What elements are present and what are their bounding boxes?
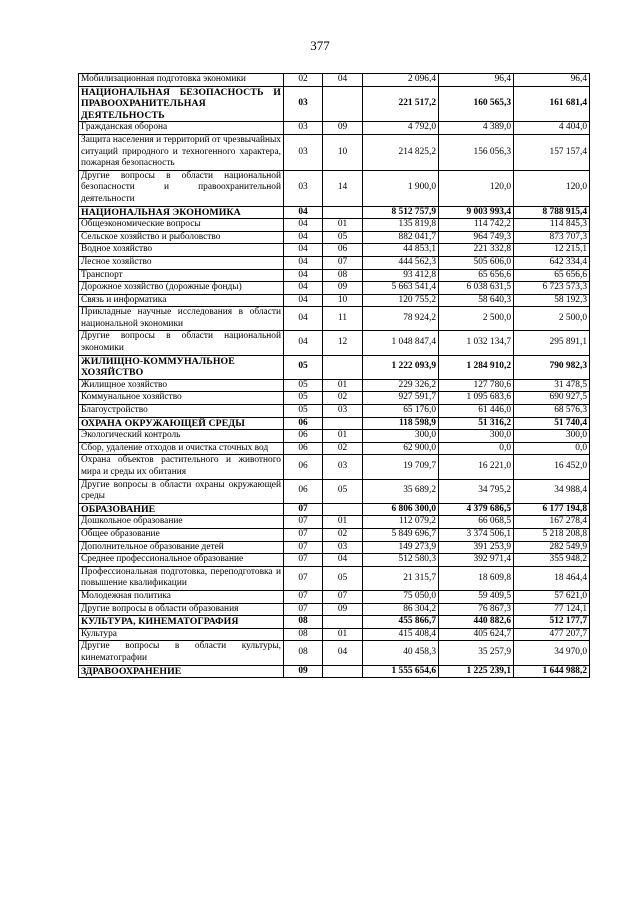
table-row	[79, 516, 590, 529]
section-code: 04	[284, 244, 323, 257]
amount-year-1: 6 806 300,0	[363, 503, 439, 516]
table-row	[79, 170, 590, 206]
amount-year-1: 5 849 696,7	[363, 528, 439, 541]
amount-year-3: 34 970,0	[514, 641, 590, 665]
amount-year-1: 44 853,1	[363, 244, 439, 257]
section-total-row	[79, 616, 590, 629]
amount-year-2: 18 609,8	[439, 566, 514, 590]
amount-year-1: 21 315,7	[363, 566, 439, 590]
subsection-code: 12	[323, 331, 363, 355]
budget-table	[78, 73, 590, 678]
amount-year-3: 690 927,5	[514, 392, 590, 405]
section-code: 04	[284, 331, 323, 355]
section-total-row	[79, 665, 590, 678]
subsection-code: 02	[323, 528, 363, 541]
table-row	[79, 528, 590, 541]
amount-year-2: 9 003 993,4	[439, 206, 514, 219]
row-name: Связь и информатика	[79, 294, 284, 307]
section-code: 07	[284, 541, 323, 554]
amount-year-1: 1 048 847,4	[363, 331, 439, 355]
section-code: 08	[284, 616, 323, 629]
subsection-code: 03	[323, 405, 363, 418]
table-row	[79, 331, 590, 355]
row-name: Благоустройство	[79, 405, 284, 418]
amount-year-2: 58 640,3	[439, 294, 514, 307]
amount-year-2: 96,4	[439, 74, 514, 87]
row-name: Сбор, удаление отходов и очистка сточных вод	[79, 442, 284, 455]
amount-year-3: 295 891,1	[514, 331, 590, 355]
amount-year-3: 6 723 573,3	[514, 282, 590, 295]
amount-year-2: 35 257,9	[439, 641, 514, 665]
amount-year-2: 405 624,7	[439, 628, 514, 641]
amount-year-1: 93 412,8	[363, 269, 439, 282]
table-body	[79, 74, 590, 678]
amount-year-2: 51 316,2	[439, 417, 514, 430]
amount-year-1: 882 041,7	[363, 231, 439, 244]
subsection-code: 10	[323, 134, 363, 170]
row-name: Мобилизационная подготовка экономики	[79, 74, 284, 87]
table-row	[79, 307, 590, 331]
amount-year-3: 31 478,5	[514, 379, 590, 392]
section-total-row	[79, 355, 590, 379]
subsection-code: 05	[323, 479, 363, 503]
amount-year-1: 135 819,8	[363, 219, 439, 232]
subsection-code: 01	[323, 430, 363, 443]
amount-year-2: 61 446,0	[439, 405, 514, 418]
amount-year-3: 2 500,0	[514, 307, 590, 331]
amount-year-1: 8 512 757,9	[363, 206, 439, 219]
section-code: 03	[284, 170, 323, 206]
amount-year-2: 1 032 134,7	[439, 331, 514, 355]
amount-year-1: 512 580,3	[363, 554, 439, 567]
row-name: Дорожное хозяйство (дорожные фонды)	[79, 282, 284, 295]
section-total-row	[79, 503, 590, 516]
amount-year-2: 3 374 506,1	[439, 528, 514, 541]
amount-year-2: 1 284 910,2	[439, 355, 514, 379]
amount-year-2: 300,0	[439, 430, 514, 443]
amount-year-3: 34 988,4	[514, 479, 590, 503]
amount-year-2: 221 332,8	[439, 244, 514, 257]
row-name: Экологический контроль	[79, 430, 284, 443]
amount-year-1: 455 866,7	[363, 616, 439, 629]
section-code: 04	[284, 256, 323, 269]
subsection-code: 04	[323, 74, 363, 87]
table-row	[79, 442, 590, 455]
amount-year-2: 59 409,5	[439, 590, 514, 603]
row-name: Жилищное хозяйство	[79, 379, 284, 392]
subsection-code: 05	[323, 566, 363, 590]
amount-year-3: 161 681,4	[514, 86, 590, 122]
amount-year-1: 1 222 093,9	[363, 355, 439, 379]
amount-year-3: 167 278,4	[514, 516, 590, 529]
amount-year-2: 391 253,9	[439, 541, 514, 554]
subsection-code: 01	[323, 219, 363, 232]
table-row	[79, 282, 590, 295]
amount-year-2: 66 068,5	[439, 516, 514, 529]
table-row	[79, 641, 590, 665]
subsection-code: 09	[323, 603, 363, 616]
amount-year-3: 873 707,3	[514, 231, 590, 244]
table-row	[79, 392, 590, 405]
row-name: Другие вопросы в области образования	[79, 603, 284, 616]
row-name: Дошкольное образование	[79, 516, 284, 529]
row-name: КУЛЬТУРА, КИНЕМАТОГРАФИЯ	[79, 616, 284, 629]
amount-year-2: 120,0	[439, 170, 514, 206]
table-row	[79, 628, 590, 641]
subsection-code: 01	[323, 628, 363, 641]
section-code: 06	[284, 417, 323, 430]
row-name: Другие вопросы в области культуры, кинематографии	[79, 641, 284, 665]
section-code: 05	[284, 405, 323, 418]
subsection-code: 04	[323, 554, 363, 567]
table-row	[79, 256, 590, 269]
table-row	[79, 294, 590, 307]
subsection-code: 07	[323, 256, 363, 269]
row-name: Гражданская оборона	[79, 122, 284, 135]
section-code: 08	[284, 641, 323, 665]
amount-year-3: 477 207,7	[514, 628, 590, 641]
amount-year-3: 57 621,0	[514, 590, 590, 603]
amount-year-3: 6 177 194,8	[514, 503, 590, 516]
amount-year-1: 62 900,0	[363, 442, 439, 455]
row-name: НАЦИОНАЛЬНАЯ ЭКОНОМИКА	[79, 206, 284, 219]
amount-year-2: 1 225 239,1	[439, 665, 514, 678]
amount-year-1: 4 792,0	[363, 122, 439, 135]
amount-year-3: 512 177,7	[514, 616, 590, 629]
section-code: 02	[284, 74, 323, 87]
section-code: 08	[284, 628, 323, 641]
section-code: 06	[284, 442, 323, 455]
amount-year-2: 6 038 631,5	[439, 282, 514, 295]
row-name: Молодежная политика	[79, 590, 284, 603]
amount-year-2: 160 565,3	[439, 86, 514, 122]
section-code: 07	[284, 516, 323, 529]
amount-year-3: 114 845,3	[514, 219, 590, 232]
subsection-code: 10	[323, 294, 363, 307]
amount-year-1: 5 663 541,4	[363, 282, 439, 295]
amount-year-3: 58 192,3	[514, 294, 590, 307]
subsection-code: 06	[323, 244, 363, 257]
row-name: Другие вопросы в области национальной безопасности и правоохранительной деятельности	[79, 170, 284, 206]
section-code: 04	[284, 231, 323, 244]
row-name: Транспорт	[79, 269, 284, 282]
subsection-code	[323, 355, 363, 379]
amount-year-1: 65 176,0	[363, 405, 439, 418]
row-name: Среднее профессиональное образование	[79, 554, 284, 567]
row-name: Профессиональная подготовка, переподготовка и повышение квалификации	[79, 566, 284, 590]
table-row	[79, 541, 590, 554]
section-code: 04	[284, 282, 323, 295]
amount-year-1: 19 709,7	[363, 455, 439, 479]
table-row	[79, 244, 590, 257]
subsection-code: 07	[323, 590, 363, 603]
amount-year-1: 86 304,2	[363, 603, 439, 616]
amount-year-3: 12 215,1	[514, 244, 590, 257]
amount-year-3: 790 982,3	[514, 355, 590, 379]
amount-year-2: 4 389,0	[439, 122, 514, 135]
amount-year-3: 18 464,4	[514, 566, 590, 590]
amount-year-2: 1 095 683,6	[439, 392, 514, 405]
subsection-code: 08	[323, 269, 363, 282]
row-name: ОХРАНА ОКРУЖАЮЩЕЙ СРЕДЫ	[79, 417, 284, 430]
section-code: 04	[284, 307, 323, 331]
row-name: ЖИЛИЩНО-КОММУНАЛЬНОЕ ХОЗЯЙСТВО	[79, 355, 284, 379]
section-code: 06	[284, 430, 323, 443]
section-code: 06	[284, 479, 323, 503]
section-code: 06	[284, 455, 323, 479]
subsection-code: 14	[323, 170, 363, 206]
row-name: Другие вопросы в области национальной экономики	[79, 331, 284, 355]
amount-year-2: 505 606,0	[439, 256, 514, 269]
row-name: Защита населения и территорий от чрезвычайных ситуаций природного и техногенного характера, пожарная безопасность	[79, 134, 284, 170]
amount-year-3: 642 334,4	[514, 256, 590, 269]
row-name: ОБРАЗОВАНИЕ	[79, 503, 284, 516]
table-row	[79, 455, 590, 479]
subsection-code	[323, 503, 363, 516]
amount-year-3: 77 124,1	[514, 603, 590, 616]
subsection-code	[323, 616, 363, 629]
amount-year-1: 927 591,7	[363, 392, 439, 405]
amount-year-1: 300,0	[363, 430, 439, 443]
section-code: 07	[284, 603, 323, 616]
subsection-code: 01	[323, 516, 363, 529]
table-row	[79, 74, 590, 87]
row-name: Общеэкономические вопросы	[79, 219, 284, 232]
amount-year-3: 8 788 915,4	[514, 206, 590, 219]
amount-year-3: 157 157,4	[514, 134, 590, 170]
section-code: 04	[284, 219, 323, 232]
row-name: НАЦИОНАЛЬНАЯ БЕЗОПАСНОСТЬ И ПРАВООХРАНИТЕЛЬНАЯ ДЕЯТЕЛЬНОСТЬ	[79, 86, 284, 122]
section-code: 07	[284, 528, 323, 541]
subsection-code: 03	[323, 541, 363, 554]
table-row	[79, 554, 590, 567]
section-code: 07	[284, 566, 323, 590]
subsection-code: 09	[323, 282, 363, 295]
amount-year-2: 964 749,3	[439, 231, 514, 244]
amount-year-2: 65 656,6	[439, 269, 514, 282]
amount-year-1: 229 326,2	[363, 379, 439, 392]
section-code: 04	[284, 269, 323, 282]
amount-year-1: 2 096,4	[363, 74, 439, 87]
table-row	[79, 379, 590, 392]
section-code: 04	[284, 294, 323, 307]
table-row	[79, 269, 590, 282]
amount-year-3: 96,4	[514, 74, 590, 87]
amount-year-1: 112 079,2	[363, 516, 439, 529]
amount-year-2: 2 500,0	[439, 307, 514, 331]
amount-year-1: 35 689,2	[363, 479, 439, 503]
amount-year-2: 34 795,2	[439, 479, 514, 503]
amount-year-2: 127 780,6	[439, 379, 514, 392]
amount-year-3: 355 948,2	[514, 554, 590, 567]
amount-year-1: 1 900,0	[363, 170, 439, 206]
section-total-row	[79, 417, 590, 430]
subsection-code: 03	[323, 455, 363, 479]
table-row	[79, 603, 590, 616]
amount-year-1: 415 408,4	[363, 628, 439, 641]
amount-year-1: 120 755,2	[363, 294, 439, 307]
amount-year-2: 16 221,0	[439, 455, 514, 479]
section-code: 07	[284, 503, 323, 516]
table-row	[79, 122, 590, 135]
amount-year-3: 1 644 988,2	[514, 665, 590, 678]
subsection-code: 05	[323, 231, 363, 244]
amount-year-3: 16 452,0	[514, 455, 590, 479]
subsection-code: 04	[323, 641, 363, 665]
amount-year-2: 156 056,3	[439, 134, 514, 170]
section-code: 03	[284, 134, 323, 170]
amount-year-3: 51 740,4	[514, 417, 590, 430]
table-row	[79, 479, 590, 503]
subsection-code: 01	[323, 379, 363, 392]
amount-year-1: 444 562,3	[363, 256, 439, 269]
amount-year-3: 65 656,6	[514, 269, 590, 282]
section-code: 05	[284, 355, 323, 379]
row-name: ЗДРАВООХРАНЕНИЕ	[79, 665, 284, 678]
subsection-code: 11	[323, 307, 363, 331]
amount-year-3: 0,0	[514, 442, 590, 455]
section-code: 04	[284, 206, 323, 219]
row-name: Лесное хозяйство	[79, 256, 284, 269]
row-name: Дополнительное образование детей	[79, 541, 284, 554]
section-code: 03	[284, 86, 323, 122]
amount-year-3: 4 404,0	[514, 122, 590, 135]
row-name: Общее образование	[79, 528, 284, 541]
amount-year-3: 300,0	[514, 430, 590, 443]
row-name: Водное хозяйство	[79, 244, 284, 257]
row-name: Охрана объектов растительного и животного мира и среды их обитания	[79, 455, 284, 479]
amount-year-1: 78 924,2	[363, 307, 439, 331]
section-code: 07	[284, 554, 323, 567]
amount-year-1: 214 825,2	[363, 134, 439, 170]
subsection-code	[323, 665, 363, 678]
table-row	[79, 405, 590, 418]
table-row	[79, 231, 590, 244]
amount-year-1: 149 273,9	[363, 541, 439, 554]
amount-year-1: 118 598,9	[363, 417, 439, 430]
amount-year-2: 76 867,3	[439, 603, 514, 616]
amount-year-2: 114 742,2	[439, 219, 514, 232]
amount-year-3: 120,0	[514, 170, 590, 206]
section-code: 09	[284, 665, 323, 678]
section-code: 07	[284, 590, 323, 603]
amount-year-1: 75 050,0	[363, 590, 439, 603]
amount-year-2: 440 882,6	[439, 616, 514, 629]
subsection-code: 02	[323, 392, 363, 405]
amount-year-3: 282 549,9	[514, 541, 590, 554]
amount-year-3: 68 576,3	[514, 405, 590, 418]
table-row	[79, 134, 590, 170]
row-name: Прикладные научные исследования в области национальной экономики	[79, 307, 284, 331]
row-name: Другие вопросы в области охраны окружающей среды	[79, 479, 284, 503]
table-row	[79, 566, 590, 590]
page-number: 377	[310, 38, 330, 53]
subsection-code	[323, 206, 363, 219]
amount-year-1: 1 555 654,6	[363, 665, 439, 678]
amount-year-3: 5 218 208,8	[514, 528, 590, 541]
section-code: 05	[284, 392, 323, 405]
subsection-code	[323, 417, 363, 430]
table-row	[79, 219, 590, 232]
row-name: Сельское хозяйство и рыболовство	[79, 231, 284, 244]
amount-year-2: 4 379 686,5	[439, 503, 514, 516]
section-code: 03	[284, 122, 323, 135]
amount-year-1: 40 458,3	[363, 641, 439, 665]
row-name: Коммунальное хозяйство	[79, 392, 284, 405]
section-total-row	[79, 206, 590, 219]
row-name: Культура	[79, 628, 284, 641]
subsection-code	[323, 86, 363, 122]
table-row	[79, 430, 590, 443]
amount-year-2: 0,0	[439, 442, 514, 455]
subsection-code: 09	[323, 122, 363, 135]
amount-year-1: 221 517,2	[363, 86, 439, 122]
subsection-code: 02	[323, 442, 363, 455]
section-total-row	[79, 86, 590, 122]
amount-year-2: 392 971,4	[439, 554, 514, 567]
table-row	[79, 590, 590, 603]
section-code: 05	[284, 379, 323, 392]
